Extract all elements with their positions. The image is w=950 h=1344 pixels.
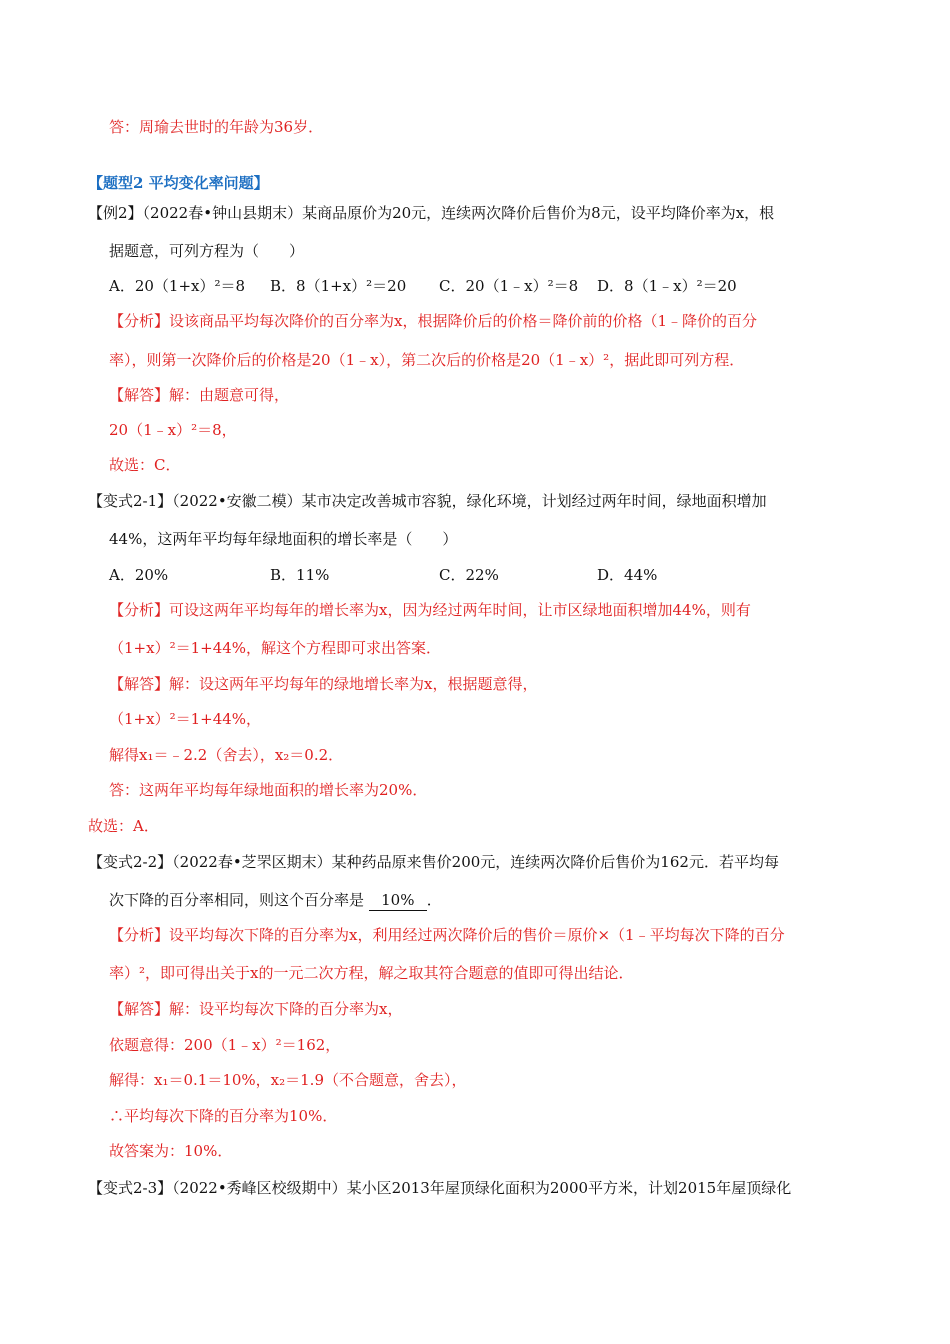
example-2-analysis-text-2: 率），则第一次降价后的价格是20（1﹣x），第二次后的价格是20（1﹣x）²，据此即可列方程． — [109, 351, 745, 369]
example-2-answer-tag: 【解答】 — [109, 386, 170, 404]
variant-2-1-answer-tag: 【解答】 — [109, 675, 170, 693]
variant-2-2-stem-1: （2022春•芝罘区期末）某种药品原来售价200元，连续两次降价后售价为162元．若平均每 — [172, 853, 779, 871]
variant-2-1-stem-2: 44%，这两年平均每年绿地面积的增长率是（ ） — [109, 530, 458, 548]
variant-2-2-line-2 — [109, 890, 442, 911]
example-2-label: 【例2】 — [88, 204, 143, 222]
variant-2-1-option-d: D．44% — [597, 566, 658, 584]
example-2-analysis-tag: 【分析】 — [109, 312, 170, 330]
example-2-stem-2: 据题意，可列方程为（ ） — [109, 242, 305, 260]
example-2-stem-1: （2022春•钟山县期末）某商品原价为20元，连续两次降价后售价为8元，设平均降价率为x，根 — [142, 204, 775, 222]
variant-2-1-answer-text-1: 解：设这两年平均每年的绿地增长率为x，根据题意得， — [169, 675, 538, 693]
variant-2-1-label: 【变式2-1】 — [88, 492, 173, 510]
variant-2-1-answer-text-3: 解得x₁＝﹣2.2（舍去），x₂＝0.2． — [109, 746, 344, 764]
variant-2-1-analysis-text-1: 可设这两年平均每年的增长率为x，因为经过两年时间，让市区绿地面积增加44%，则有 — [169, 601, 751, 619]
variant-2-1-choice: 故选：A． — [88, 817, 159, 835]
variant-2-2-answer-line-1 — [109, 999, 402, 1019]
variant-2-1-answer-line-1 — [109, 674, 537, 694]
example-2-line-1 — [88, 203, 774, 223]
variant-2-2-answer-tag: 【解答】 — [109, 1000, 170, 1018]
variant-2-2-analysis-line-1 — [109, 925, 785, 945]
example-2-option-b: B．8（1+x）²＝20 — [270, 277, 407, 295]
variant-2-1-analysis-tag: 【分析】 — [109, 601, 170, 619]
variant-2-2-analysis-text-2: 率）²，即可得出关于x的一元二次方程，解之取其符合题意的值即可得出结论． — [109, 964, 634, 982]
variant-2-2-stem-2: 次下降的百分率相同，则这个百分率是 — [109, 891, 365, 909]
example-2-answer-line-1 — [109, 385, 289, 405]
variant-2-2-answer-text-2: 依题意得：200（1﹣x）²＝162， — [109, 1036, 341, 1054]
previous-answer: 答：周瑜去世时的年龄为36岁． — [109, 118, 324, 136]
section-title: 【题型2 平均变化率问题】 — [88, 174, 269, 192]
variant-2-2-answer-blank: 10% — [369, 890, 427, 911]
variant-2-2-stem-end: ． — [426, 891, 442, 909]
variant-2-1-option-b: B．11% — [270, 566, 330, 584]
variant-2-3-label: 【变式2-3】 — [88, 1179, 173, 1197]
variant-2-2-analysis-tag: 【分析】 — [109, 926, 170, 944]
variant-2-1-option-a: A．20% — [109, 566, 169, 584]
variant-2-2-answer-text-3: 解得：x₁＝0.1＝10%，x₂＝1.9（不合题意，舍去）， — [109, 1071, 467, 1089]
variant-2-3-stem-1: （2022•秀峰区校级期中）某小区2013年屋顶绿化面积为2000平方米，计划2015年屋顶绿化 — [172, 1179, 792, 1197]
example-2-answer-text-1: 解：由题意可得， — [169, 386, 290, 404]
variant-2-2-answer-text-1: 解：设平均每次下降的百分率为x， — [169, 1000, 403, 1018]
variant-2-2-analysis-text-1: 设平均每次下降的百分率为x，利用经过两次降价后的售价＝原价×（1﹣平均每次下降的百分 — [169, 926, 785, 944]
example-2-answer-text-3: 故选：C． — [109, 456, 181, 474]
example-2-option-a: A．20（1+x）²＝8 — [109, 277, 246, 295]
variant-2-1-answer-text-4: 答：这两年平均每年绿地面积的增长率为20%． — [109, 781, 428, 799]
example-2-answer-text-2: 20（1﹣x）²＝8， — [109, 421, 237, 439]
example-2-analysis-text-1: 设该商品平均每次降价的百分率为x，根据降价后的价格＝降价前的价格（1﹣降价的百分 — [169, 312, 758, 330]
variant-2-3-line-1 — [88, 1178, 791, 1198]
example-2-analysis-line-1 — [109, 311, 757, 331]
example-2-option-c: C．20（1﹣x）²＝8 — [439, 277, 579, 295]
variant-2-2-line-1 — [88, 852, 779, 872]
variant-2-1-analysis-line-1 — [109, 600, 751, 620]
variant-2-1-line-1 — [88, 491, 767, 511]
variant-2-1-answer-text-2: （1+x）²＝1+44%， — [109, 710, 262, 728]
variant-2-1-option-c: C．22% — [439, 566, 499, 584]
variant-2-2-answer-text-4: ∴平均每次下降的百分率为10%． — [109, 1107, 338, 1125]
example-2-option-d: D．8（1﹣x）²＝20 — [597, 277, 737, 295]
variant-2-2-answer-text-5: 故答案为：10%． — [109, 1142, 233, 1160]
variant-2-2-label: 【变式2-2】 — [88, 853, 173, 871]
variant-2-1-stem-1: （2022•安徽二模）某市决定改善城市容貌，绿化环境，计划经过两年时间，绿地面积增加 — [172, 492, 767, 510]
variant-2-1-analysis-text-2: （1+x）²＝1+44%，解这个方程即可求出答案． — [109, 639, 442, 657]
